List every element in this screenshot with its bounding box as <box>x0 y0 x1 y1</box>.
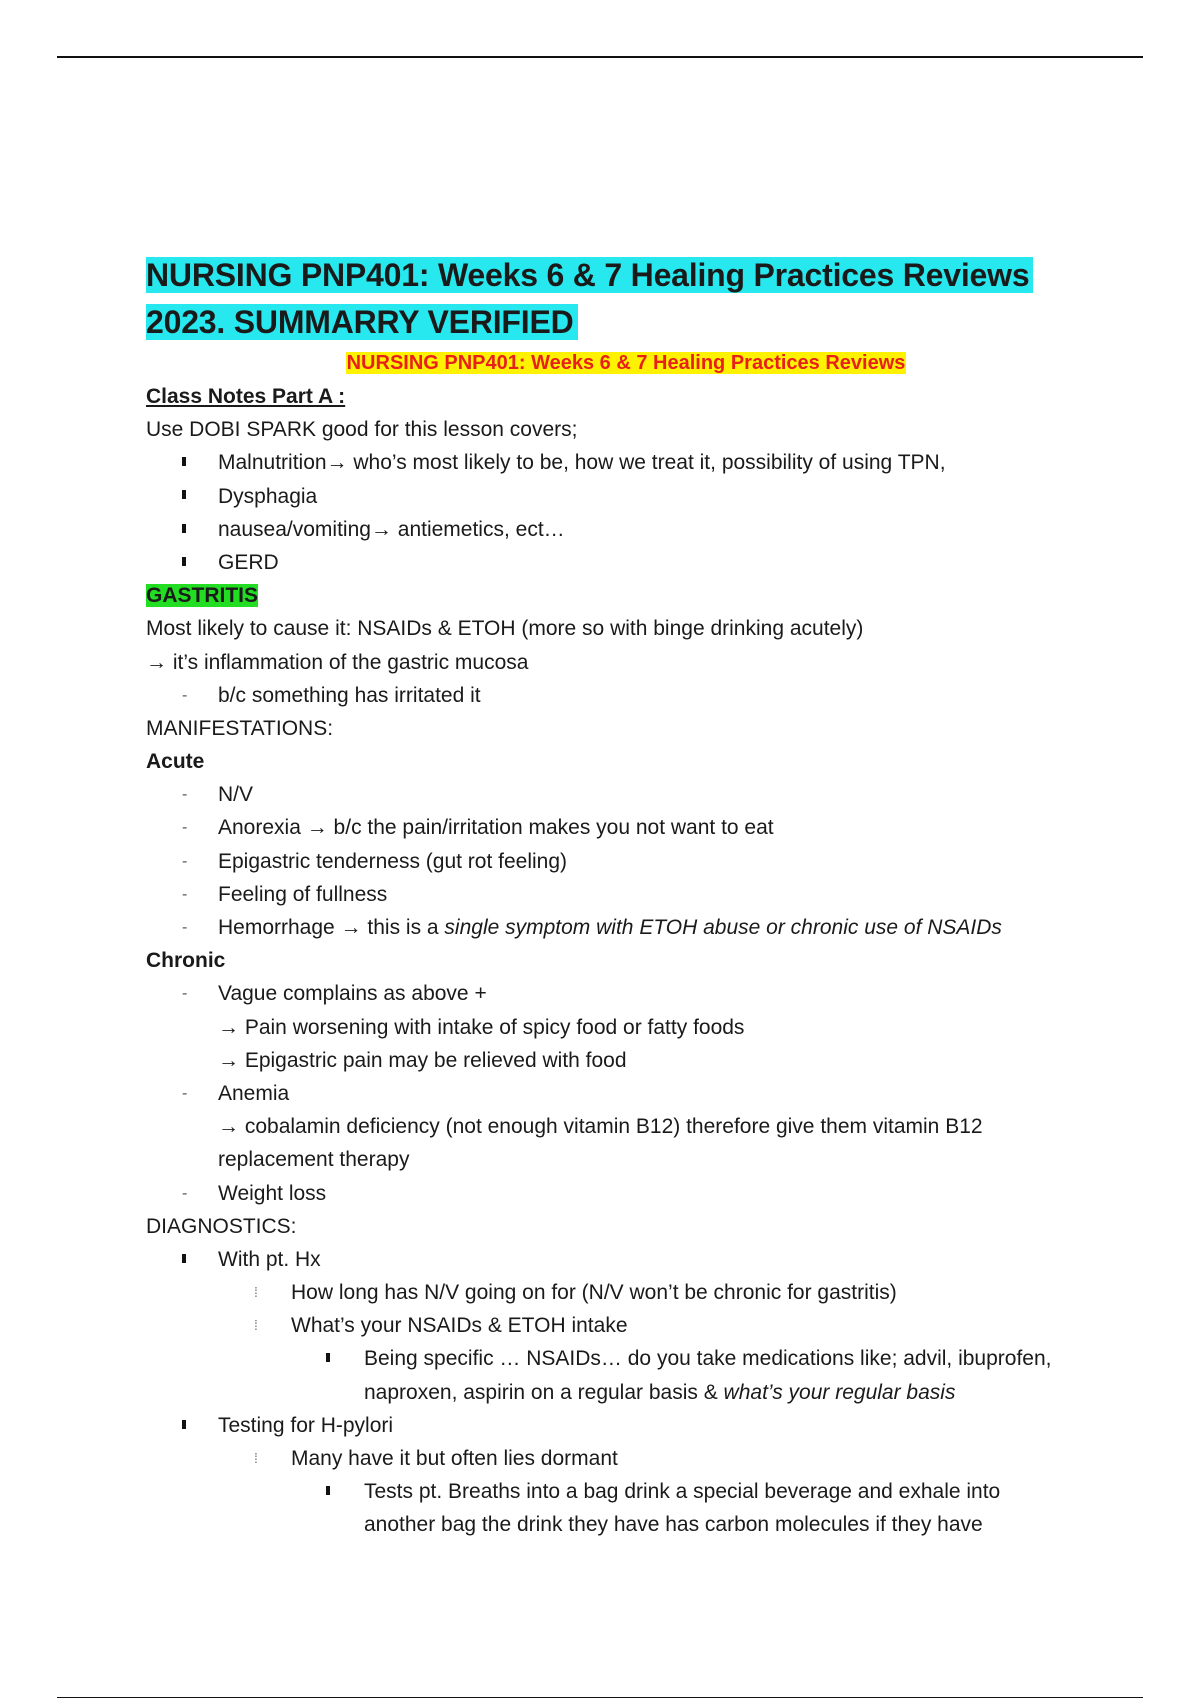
dash-marker-icon: - <box>182 786 188 804</box>
list-item-text: Testing for H-pylori <box>218 1413 394 1437</box>
list-item-text: Tests pt. Breaths into a bag drink a special beverage and exhale into <box>364 1480 1001 1504</box>
bullet-marker-icon <box>182 1409 186 1442</box>
bottom-rule <box>57 1697 1143 1698</box>
list-item-text: Vague complains as above + <box>218 982 487 1006</box>
list-item <box>146 1342 1106 1375</box>
list-item-text: Anorexia → b/c the pain/irritation makes you not want to eat <box>218 816 774 840</box>
list-item-continuation <box>146 1044 1106 1077</box>
dash-marker-icon: - <box>182 852 188 870</box>
list-item-text: naproxen, aspirin on a regular basis & <box>364 1380 724 1404</box>
hemorrhage-emphasis: single symptom with ETOH abuse or chronic use of NSAIDs <box>444 916 1002 939</box>
top-rule <box>57 56 1143 58</box>
title-line-2: 2023. SUMMARRY VERIFIED <box>146 304 578 340</box>
list-item-text: GERD <box>218 550 279 574</box>
dash-marker-icon: - <box>182 919 188 936</box>
list-item-continuation <box>146 1143 1106 1176</box>
bullet-marker-icon <box>326 1342 330 1375</box>
list-item-text: Feeling of fullness <box>218 882 388 906</box>
dash-marker-icon: - <box>182 819 188 837</box>
document-title <box>146 252 1106 346</box>
list-item <box>146 1442 1106 1475</box>
list-item <box>146 1409 1106 1442</box>
list-item <box>146 878 1106 911</box>
list-item <box>146 911 1106 944</box>
list-item-text: → cobalamin deficiency (not enough vitamin B12) therefore give them vitamin B12 <box>218 1115 983 1139</box>
list-item <box>146 546 1106 579</box>
list-item-text: With pt. Hx <box>218 1247 321 1271</box>
list-item <box>146 811 1106 844</box>
hemorrhage-text: Hemorrhage → this is a <box>218 916 445 939</box>
list-item-text: nausea/vomiting→ antiemetics, ect… <box>218 517 565 541</box>
list-item-text: Dysphagia <box>218 484 318 508</box>
list-item-continuation <box>146 1110 1106 1143</box>
manifestations-heading: MANIFESTATIONS: <box>146 716 334 740</box>
list-item <box>146 446 1106 479</box>
bullet-marker-icon <box>182 446 186 479</box>
document-body <box>146 252 1106 1542</box>
gastritis-cause: Most likely to cause it: NSAIDs & ETOH (more so with binge drinking acutely) <box>146 617 864 641</box>
list-item-text: Anemia <box>218 1081 290 1105</box>
list-item <box>146 513 1106 546</box>
list-item-emphasis: what’s your regular basis <box>723 1380 956 1404</box>
sub-bullet-marker-icon: ⁞ <box>254 1317 258 1334</box>
list-item-text: b/c something has irritated it <box>218 683 481 707</box>
chronic-heading: Chronic <box>146 949 226 973</box>
list-item <box>146 1177 1106 1210</box>
list-item-text: → Pain worsening with intake of spicy food or fatty foods <box>218 1015 745 1039</box>
gastritis-definition: → it’s inflammation of the gastric mucosa <box>146 650 529 674</box>
intro-text: Use DOBI SPARK good for this lesson covers; <box>146 418 578 442</box>
list-item <box>146 480 1106 513</box>
sub-bullet-marker-icon: ⁞ <box>254 1284 258 1301</box>
list-item-text: another bag the drink they have has carbon molecules if they have <box>364 1513 983 1537</box>
list-item <box>146 1475 1106 1508</box>
list-item-text: replacement therapy <box>218 1148 410 1172</box>
dash-marker-icon: - <box>182 985 188 1003</box>
list-item <box>146 1276 1106 1309</box>
list-item-continuation <box>146 1376 1106 1409</box>
class-notes-heading: Class Notes Part A : <box>146 385 346 408</box>
bullet-marker-icon <box>182 513 186 546</box>
list-item <box>146 1309 1106 1342</box>
diagnostics-heading: DIAGNOSTICS: <box>146 1214 297 1238</box>
dash-marker-icon: - <box>182 885 188 903</box>
list-item <box>146 1243 1106 1276</box>
bullet-marker-icon <box>182 546 186 579</box>
list-item <box>146 778 1106 811</box>
list-item-continuation <box>146 1508 1106 1541</box>
list-item-text: Epigastric tenderness (gut rot feeling) <box>218 849 568 873</box>
document-subtitle <box>146 346 1106 380</box>
list-item-text: N/V <box>218 783 254 807</box>
bullet-marker-icon <box>326 1475 330 1508</box>
list-item-text: Weight loss <box>218 1181 327 1205</box>
bullet-marker-icon <box>182 1243 186 1276</box>
bullet-marker-icon <box>182 480 186 513</box>
list-item-continuation <box>146 1011 1106 1044</box>
list-item-text: How long has N/V going on for (N/V won’t be chronic for gastritis) <box>291 1281 897 1305</box>
dash-marker-icon: - <box>182 686 188 704</box>
list-item-text: → Epigastric pain may be relieved with food <box>218 1048 627 1072</box>
list-item-text: Being specific … NSAIDs… do you take medications like; advil, ibuprofen, <box>364 1347 1052 1371</box>
list-item-text: Malnutrition→ who’s most likely to be, how we treat it, possibility of using TPN, <box>218 451 946 475</box>
gastritis-heading <box>146 579 1106 612</box>
subtitle-text: NURSING PNP401: Weeks 6 & 7 Healing Practices Reviews <box>346 352 906 374</box>
sub-bullet-marker-icon: ⁞ <box>254 1450 258 1466</box>
list-item <box>146 845 1106 878</box>
list-item-text: Many have it but often lies dormant <box>291 1447 618 1470</box>
dash-marker-icon: - <box>182 1084 188 1102</box>
list-item <box>146 1077 1106 1110</box>
acute-heading: Acute <box>146 750 205 774</box>
list-item-text: What’s your NSAIDs & ETOH intake <box>291 1314 628 1338</box>
title-line-1: NURSING PNP401: Weeks 6 & 7 Healing Practices Reviews <box>146 257 1033 293</box>
gastritis-heading-text: GASTRITIS <box>146 584 259 608</box>
dash-marker-icon: - <box>182 1184 188 1202</box>
list-item <box>146 977 1106 1010</box>
list-item <box>146 679 1106 712</box>
